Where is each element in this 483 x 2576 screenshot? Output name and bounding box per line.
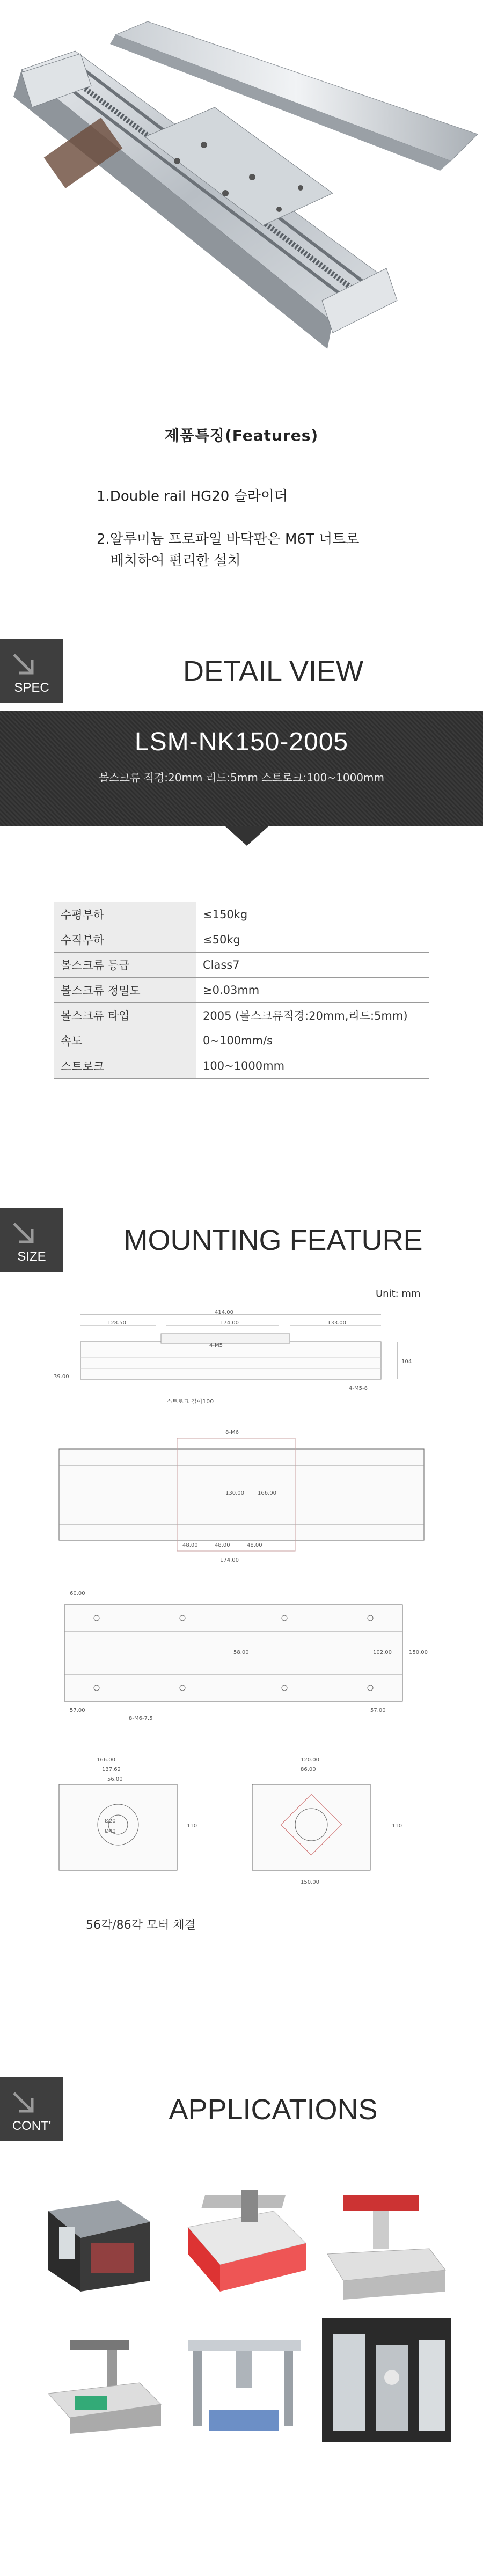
dim-w3: 56.00 — [107, 1776, 123, 1782]
application-image-factory — [322, 2318, 451, 2442]
spec-key: 수직부하 — [54, 927, 196, 953]
features-title: 제품특징(Features) — [164, 427, 319, 444]
dim-height: 104 — [401, 1359, 412, 1365]
bottom-view-drawing — [48, 1589, 435, 1725]
feature-item-2: 2.알루미늄 프로파일 바닥판은 M6T 너트로 — [97, 531, 360, 547]
spec-value: ≤150kg — [196, 902, 429, 927]
cont-tab — [0, 2077, 63, 2141]
spec-value: Class7 — [196, 953, 429, 978]
dim-total: 414.00 — [215, 1309, 233, 1315]
cont-section-header — [0, 2077, 483, 2141]
end-view-drawing — [48, 1755, 435, 1902]
dim-screw: 4-M5-8 — [349, 1386, 368, 1392]
spec-key: 수평부하 — [54, 902, 196, 927]
dim-d: 150.00 — [409, 1650, 428, 1656]
dim-c2: 174.00 — [220, 1320, 239, 1326]
spec-value: ≤50kg — [196, 927, 429, 953]
size-tab — [0, 1208, 63, 1272]
dim-c3: 133.00 — [327, 1320, 346, 1326]
spec-tab — [0, 639, 63, 703]
motor-caption: 56각/86각 모터 체결 — [86, 1919, 196, 1932]
spec-key: 볼스크류 등급 — [54, 953, 196, 978]
spec-table — [54, 902, 429, 1079]
dim-hole-bottom: 8-M6-7.5 — [129, 1716, 153, 1722]
table-row — [54, 1028, 429, 1053]
arrow-down-right-icon — [10, 2089, 36, 2116]
table-row — [54, 1003, 429, 1028]
detail-view-title: DETAIL VIEW — [182, 655, 364, 687]
application-image-cnc — [177, 2179, 311, 2302]
dim-w5: 86.00 — [301, 1767, 316, 1773]
dim-w4: 120.00 — [301, 1757, 319, 1763]
dim-nut: 4-M5 — [209, 1343, 223, 1349]
model-subtitle: 볼스크류 직경:20mm 리드:5mm 스트로크:100~1000mm — [98, 771, 385, 784]
spec-section-header — [0, 639, 483, 703]
size-section-header — [0, 1208, 483, 1272]
table-row — [54, 953, 429, 978]
spec-value: ≥0.03mm — [196, 978, 429, 1003]
dim-h2: 166.00 — [258, 1490, 276, 1496]
spec-key: 속도 — [54, 1028, 196, 1053]
product-hero-image — [0, 0, 483, 408]
dim-d1: Ø20 — [105, 1818, 116, 1824]
applications-title: APPLICATIONS — [169, 2094, 378, 2126]
mounting-feature-title: MOUNTING FEATURE — [123, 1224, 423, 1256]
dim-e-right: 57.00 — [370, 1708, 386, 1714]
spec-key: 볼스크류 정밀도 — [54, 978, 196, 1003]
application-image-gantry — [177, 2318, 311, 2442]
feature-item-1: 1.Double rail HG20 슬라이더 — [97, 488, 288, 504]
dim-e-left: 57.00 — [70, 1708, 85, 1714]
dim-a: 60.00 — [70, 1591, 85, 1597]
dim-left: 39.00 — [54, 1374, 69, 1380]
spec-value: 2005 (볼스크류직경:20mm,리드:5mm) — [196, 1003, 429, 1028]
dim-w2: 137.62 — [102, 1767, 121, 1773]
dim-c1: 128.50 — [107, 1320, 126, 1326]
dim-hole: 8-M6 — [225, 1430, 239, 1436]
model-banner — [0, 711, 483, 826]
table-row — [54, 978, 429, 1003]
application-image-dispenser — [322, 2184, 451, 2302]
unit-label: Unit: mm — [376, 1288, 421, 1299]
dim-c-bottom: 102.00 — [373, 1650, 392, 1656]
feature-item-2-cont: 배치하여 편리한 설치 — [111, 553, 241, 569]
dim-h-end: 110 — [187, 1823, 197, 1829]
side-view-drawing — [48, 1309, 435, 1408]
table-row — [54, 902, 429, 927]
dim-w1: 166.00 — [97, 1757, 115, 1763]
model-name: LSM-NK150-2005 — [134, 728, 349, 756]
dim-w6: 150.00 — [301, 1879, 319, 1885]
application-image-robot — [43, 2324, 166, 2436]
dim-c: 174.00 — [220, 1557, 239, 1563]
application-image-printer — [38, 2190, 161, 2297]
spec-key: 볼스크류 타입 — [54, 1003, 196, 1028]
size-tab-label: SIZE — [17, 1249, 46, 1264]
table-row — [54, 927, 429, 953]
arrow-down-right-icon — [10, 650, 36, 677]
arrow-down-right-icon — [10, 1219, 36, 1246]
dim-p2: 48.00 — [215, 1542, 230, 1548]
spec-tab-label: SPEC — [14, 680, 49, 695]
spec-value: 100~1000mm — [196, 1053, 429, 1079]
dim-p1: 48.00 — [182, 1542, 198, 1548]
top-view-drawing — [48, 1428, 435, 1575]
dim-b: 58.00 — [233, 1650, 249, 1656]
dim-p3: 48.00 — [247, 1542, 262, 1548]
table-row — [54, 1053, 429, 1079]
stroke-label: 스트로크 길이100 — [166, 1398, 214, 1405]
spec-value: 0~100mm/s — [196, 1028, 429, 1053]
cont-tab-label: CONT' — [12, 2119, 52, 2133]
banner-notch — [225, 826, 268, 846]
dim-d2: Ø40 — [105, 1828, 116, 1834]
dim-h1: 130.00 — [225, 1490, 244, 1496]
spec-key: 스트로크 — [54, 1053, 196, 1079]
dim-h-end2: 110 — [392, 1823, 402, 1829]
